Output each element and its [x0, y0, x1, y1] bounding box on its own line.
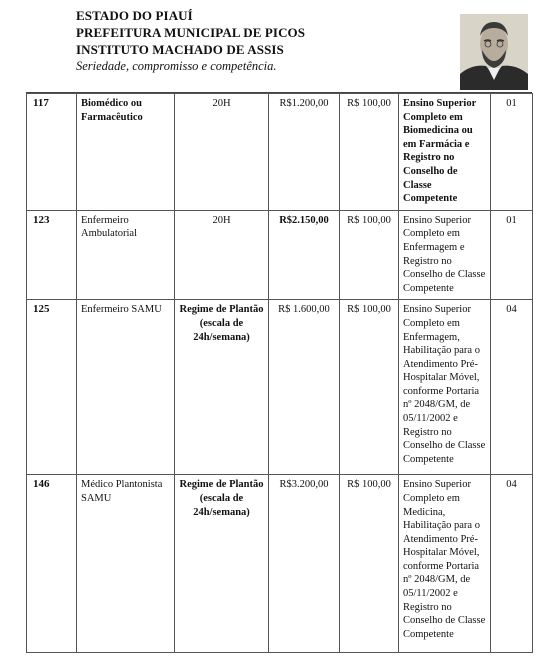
header-state: ESTADO DO PIAUÍ: [76, 8, 193, 23]
header-motto: Seriedade, compromisso e competência.: [76, 59, 277, 73]
row-taxa: R$ 100,00: [340, 475, 399, 653]
table-row: [27, 94, 533, 211]
row-vencimento: R$3.200,00: [269, 475, 340, 653]
row-taxa: R$ 100,00: [340, 94, 399, 211]
row-requisito: Ensino Superior Completo em Medicina, Habilitação para o Atendimento Pré-Hospitalar Móvel, conforme Portaria nº 2048/GM, de 05/11/2002 e Registro no Conselho de Classe Competente: [399, 475, 491, 653]
row-taxa: R$ 100,00: [340, 210, 399, 300]
row-code: 123: [27, 210, 77, 300]
row-cargo: Médico Plantonista SAMU: [77, 475, 175, 653]
row-carga-horaria: 20H: [175, 94, 269, 211]
row-carga-horaria: 20H: [175, 210, 269, 300]
portrait-image: [460, 14, 528, 90]
document-header: [0, 0, 540, 94]
row-vencimento: R$ 1.600,00: [269, 300, 340, 475]
table-row: [27, 300, 533, 475]
row-requisito: Ensino Superior Completo em Enfermagem, Habilitação para o Atendimento Pré-Hospitalar Móvel, conforme Portaria nº 2048/GM, de 05/11/2002 e Registro no Conselho de Classe Competente: [399, 300, 491, 475]
header-text-block: [76, 7, 305, 75]
row-code: 117: [27, 94, 77, 211]
row-cargo: Biomédico ou Farmacêutico: [77, 94, 175, 211]
row-vencimento: R$2.150,00: [269, 210, 340, 300]
row-requisito: Ensino Superior Completo em Biomedicina ou em Farmácia e Registro no Conselho de Classe Competente: [399, 94, 491, 211]
row-code: 146: [27, 475, 77, 653]
row-cargo: Enfermeiro SAMU: [77, 300, 175, 475]
row-vencimento: R$1.200,00: [269, 94, 340, 211]
table-row: [27, 210, 533, 300]
row-requisito: Ensino Superior Completo em Enfermagem e Registro no Conselho de Classe Competente: [399, 210, 491, 300]
table-row: [27, 475, 533, 653]
row-cargo: Enfermeiro Ambulatorial: [77, 210, 175, 300]
row-vagas: 01: [491, 210, 533, 300]
row-carga-horaria: Regime de Plantão (escala de 24h/semana): [175, 300, 269, 475]
row-carga-horaria: Regime de Plantão (escala de 24h/semana): [175, 475, 269, 653]
header-prefecture: PREFEITURA MUNICIPAL DE PICOS: [76, 25, 306, 40]
header-institute: INSTITUTO MACHADO DE ASSIS: [76, 42, 284, 57]
row-vagas: 04: [491, 300, 533, 475]
row-code: 125: [27, 300, 77, 475]
row-vagas: 01: [491, 94, 533, 211]
positions-table: [26, 93, 533, 653]
row-taxa: R$ 100,00: [340, 300, 399, 475]
row-vagas: 04: [491, 475, 533, 653]
